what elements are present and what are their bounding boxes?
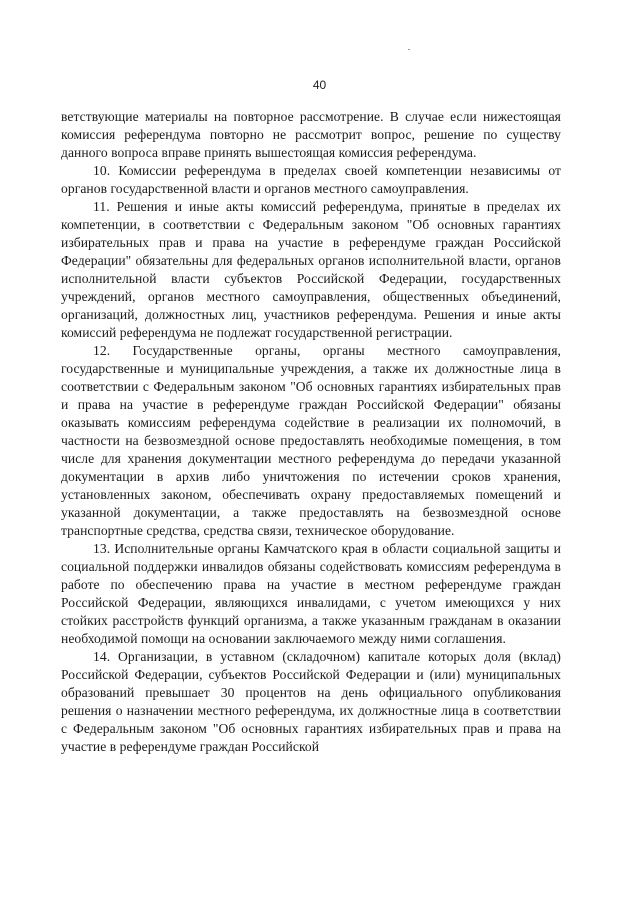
page-number: 40 [312, 78, 327, 92]
paragraph-10: 10. Комиссии референдума в пределах своей компетенции независимы от органов государственной власти и органов местного самоуправления. [61, 163, 561, 196]
paragraph-13: 13. Исполнительные органы Камчатского края в области социальной защиты и социальной поддержки инвалидов обязаны содействовать комиссиям референдума в работе по обеспечению права на участие в местном референдуме граждан Российской Федерации, являющихся инвалидами, с учетом имеющихся у них стойких расстройств функций организма, а также указанным гражданам в оказании необходимой помощи на основании заключаемого между ними соглашения. [61, 541, 561, 646]
paragraph-continuation: ветствующие материалы на повторное рассмотрение. В случае если нижестоящая комиссия референдума повторно не рассмотрит вопрос, решение по существу данного вопроса вправе принять вышестоящая комиссия референдума. [61, 109, 561, 160]
paragraph-11: 11. Решения и иные акты комиссий референдума, принятые в пределах их компетенции, в соответствии с Федеральным законом "Об основных гарантиях избирательных прав и права на участие в референдуме граждан Российской Федерации" обязательны для федеральных органов исполнительной власти, органов исполнительной власти субъектов Российской Федерации, государственных учреждений, органов местного самоуправления, общественных объединений, организаций, должностных лиц, участников референдума. Решения и иные акты комиссий референдума не подлежат государственной регистрации. [61, 199, 561, 340]
paragraph-14: 14. Организации, в уставном (складочном) капитале которых доля (вклад) Российской Федерации, субъектов Российской Федерации и (или) муниципальных образований превышает 30 процентов на день официального опубликования решения о назначении местного референдума, их должностные лица в соответствии с Федеральным законом "Об основных гарантиях избирательных прав и права на участие в референдуме граждан Российской [61, 649, 561, 754]
scan-speck [408, 49, 410, 50]
document-body [61, 108, 561, 756]
paragraph-12: 12. Государственные органы, органы местного самоуправления, государственные и муниципальные учреждения, а также их должностные лица в соответствии с Федеральным законом "Об основных гарантиях избирательных прав и права на участие в референдуме граждан Российской Федерации" обязаны оказывать комиссиям референдума содействие в реализации их полномочий, в частности на безвозмездной основе предоставлять необходимые помещения, в том числе для хранения документации местного референдума до передачи указанной документации в архив либо уничтожения по истечении сроков хранения, установленных законом, обеспечивать охрану предоставляемых помещений и указанной документации, а также предоставлять на безвозмездной основе транспортные средства, средства связи, техническое оборудование. [61, 343, 561, 538]
